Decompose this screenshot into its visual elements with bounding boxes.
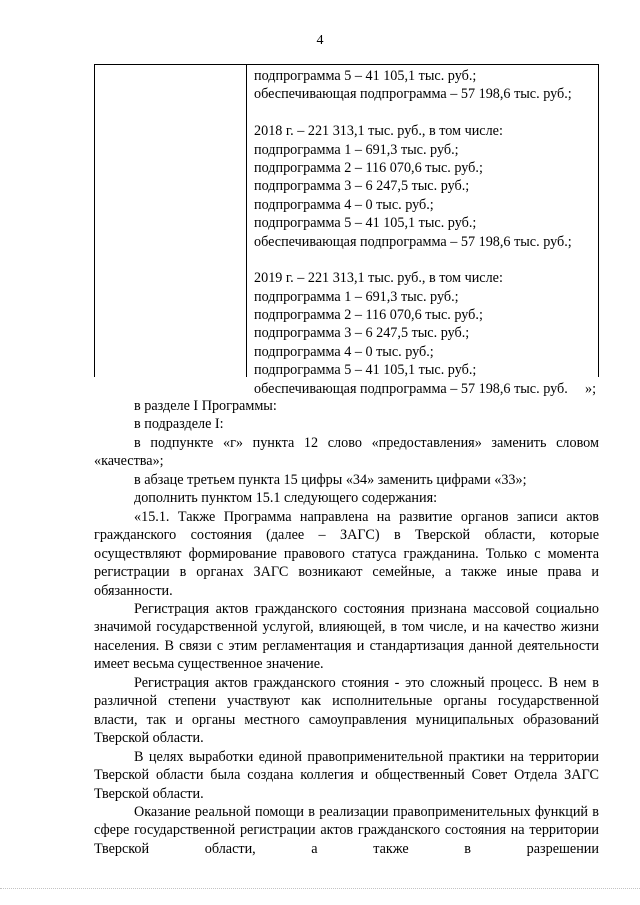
paragraph: Оказание реальной помощи в реализации правоприменительных функций в сфере государственной регистрации актов гражданского состояния на территории Тверской области, а также в разрешении bbox=[94, 803, 599, 857]
table-line: подпрограмма 5 – 41 105,1 тыс. руб.; bbox=[254, 215, 477, 232]
table-column-divider bbox=[246, 65, 247, 377]
scan-edge-line bbox=[0, 888, 640, 889]
table-line: подпрограмма 1 – 691,3 тыс. руб.; bbox=[254, 141, 459, 158]
table-right-cell bbox=[254, 67, 596, 398]
table-line: 2018 г. – 221 313,1 тыс. руб., в том числе: bbox=[254, 123, 503, 140]
table-line: подпрограмма 3 – 6 247,5 тыс. руб.; bbox=[254, 325, 470, 342]
table-line: подпрограмма 2 – 116 070,6 тыс. руб.; bbox=[254, 307, 483, 324]
table-line: подпрограмма 1 – 691,3 тыс. руб.; bbox=[254, 288, 459, 305]
table-line: подпрограмма 5 – 41 105,1 тыс. руб.; bbox=[254, 68, 477, 84]
paragraph: В целях выработки единой правоприменительной практики на территории Тверской области была создана коллегия и общественный Совет Отдела ЗАГС Тверской области. bbox=[94, 748, 599, 802]
table-line: подпрограмма 5 – 41 105,1 тыс. руб.; bbox=[254, 362, 477, 379]
paragraph: Регистрация актов гражданского состояния признана массовой социально значимой государственной услугой, влияющей, в том числе, и на качество жизни населения. В связи с этим регламентация и стандартизация данной деятельности имеет весьма существенное значение. bbox=[94, 600, 599, 673]
table-line: подпрограмма 4 – 0 тыс. руб.; bbox=[254, 343, 434, 360]
document-body bbox=[94, 397, 599, 858]
page-number: 4 bbox=[316, 33, 324, 48]
paragraph: «15.1. Также Программа направлена на развитие органов записи актов гражданского состояния (далее – ЗАГС) в Тверской области, которые осуществляют формирование правового статуса гражданина. Только с момента регистрации в органах ЗАГС возникают семейные, а также иные права и обязанности. bbox=[94, 508, 599, 599]
paragraph: в подпункте «г» пункта 12 слово «предоставления» заменить словом «качества»; bbox=[94, 434, 599, 470]
paragraph: в подразделе I: bbox=[134, 416, 224, 433]
funding-table bbox=[94, 64, 599, 397]
paragraph: в абзаце третьем пункта 15 цифры «34» заменить цифрами «33»; bbox=[134, 471, 527, 488]
table-line: 2019 г. – 221 313,1 тыс. руб., в том числе: bbox=[254, 270, 503, 287]
table-line: подпрограмма 4 – 0 тыс. руб.; bbox=[254, 196, 434, 213]
table-closing-quote: »; bbox=[585, 381, 597, 397]
table-line: обеспечивающая подпрограмма – 57 198,6 тыс. руб.; bbox=[254, 86, 572, 103]
paragraph: Регистрация актов гражданского стояния - это сложный процесс. В нем в различной степени участвуют как исполнительные органы государственной власти, так и органы местного самоуправления муниципальных образований Тверской области. bbox=[94, 674, 599, 747]
table-line: подпрограмма 3 – 6 247,5 тыс. руб.; bbox=[254, 178, 470, 195]
table-line: подпрограмма 2 – 116 070,6 тыс. руб.; bbox=[254, 159, 483, 176]
table-line: обеспечивающая подпрограмма – 57 198,6 тыс. руб. bbox=[254, 380, 568, 397]
paragraph: дополнить пунктом 15.1 следующего содержания: bbox=[134, 490, 438, 507]
table-line: обеспечивающая подпрограмма – 57 198,6 тыс. руб.; bbox=[254, 233, 572, 250]
paragraph: в разделе I Программы: bbox=[134, 398, 277, 414]
